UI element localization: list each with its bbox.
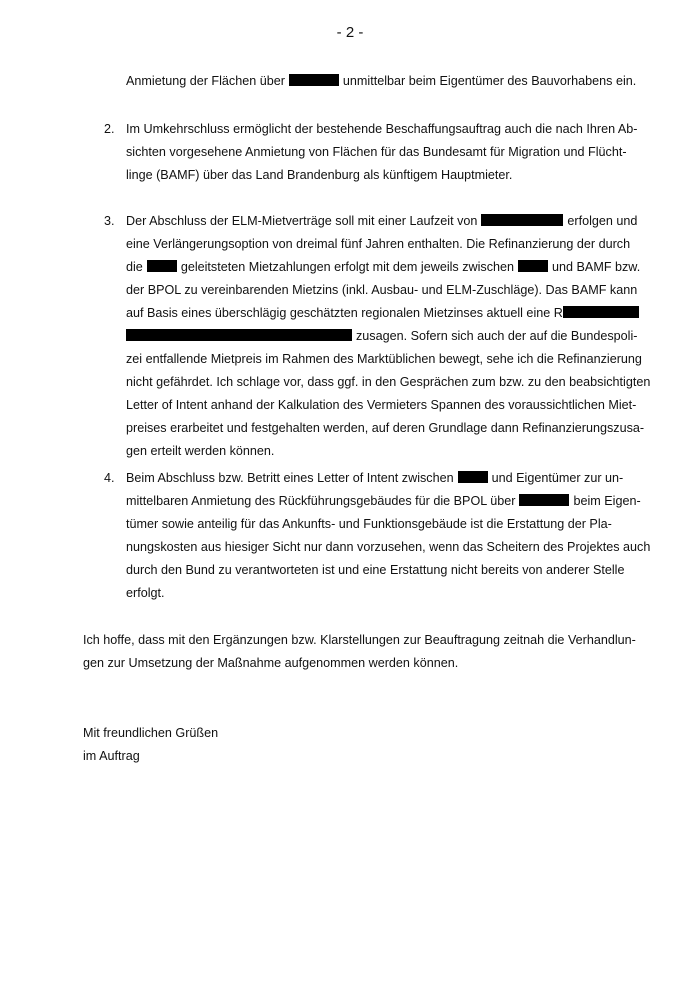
item-3-line: preises erarbeitet und festgehalten werden, auf deren Grundlage dann Refinanzierungszusa- (126, 421, 645, 435)
continuation-line (126, 73, 636, 89)
text: zusagen. Sofern sich auch der auf die Bundespoli- (356, 329, 638, 343)
redaction-bar (289, 74, 339, 86)
text: beim Eigen- (573, 494, 641, 508)
greeting: Mit freundlichen Grüßen (83, 726, 219, 740)
item-4-line: tümer sowie anteilig für das Ankunfts- und Funktionsgebäude ist die Erstattung der Pla- (126, 517, 612, 531)
text: Beim Abschluss bzw. Betritt eines Letter of Intent zwischen (126, 471, 454, 485)
closing-line: Ich hoffe, dass mit den Ergänzungen bzw. Klarstellungen zur Beauftragung zeitnah die Verhandlun- (83, 633, 636, 647)
item-2-number: 2. (104, 122, 115, 136)
item-4-number: 4. (104, 471, 115, 485)
text: Anmietung der Flächen über (126, 74, 285, 88)
redaction-bar (563, 306, 639, 318)
item-4-line: durch den Bund zu verantworteten ist und eine Erstattung nicht bereits von anderer Stelle (126, 563, 625, 577)
text: und BAMF bzw. (552, 260, 641, 274)
redaction-bar (481, 214, 563, 226)
item-2-line: Im Umkehrschluss ermöglicht der bestehende Beschaffungsauftrag auch die nach Ihren Ab- (126, 122, 638, 136)
text: die (126, 260, 143, 274)
item-3-line: eine Verlängerungsoption von dreimal fünf Jahren enthalten. Die Refinanzierung der durch (126, 237, 631, 251)
redaction-bar (458, 471, 488, 483)
item-3-line: zei entfallende Mietpreis im Rahmen des Marktüblichen bewegt, sehe ich die Refinanzierung (126, 352, 642, 366)
item-3-line: der BPOL zu vereinbarenden Mietzins (inkl. Ausbau- und ELM-Zuschläge). Das BAMF kann (126, 283, 638, 297)
redaction-bar (147, 260, 177, 272)
item-4-line (126, 493, 641, 509)
redaction-bar (519, 494, 569, 506)
item-2-line: sichten vorgesehene Anmietung von Flächen für das Bundesamt für Migration und Flücht- (126, 145, 627, 159)
text: mittelbaren Anmietung des Rückführungsgebäudes für die BPOL über (126, 494, 516, 508)
text: Der Abschluss der ELM-Mietverträge soll mit einer Laufzeit von (126, 214, 478, 228)
text: erfolgen und (567, 214, 638, 228)
text: und Eigentümer zur un- (491, 471, 624, 485)
item-3-line: gen erteilt werden können. (126, 444, 275, 458)
item-4-line (126, 470, 623, 486)
item-3-line (126, 305, 643, 321)
text: unmittelbar beim Eigentümer des Bauvorhabens ein. (342, 74, 637, 88)
item-3-line (126, 259, 640, 275)
item-3-line: nicht gefährdet. Ich schlage vor, dass ggf. in den Gesprächen zum bzw. zu den beabsichtigten (126, 375, 651, 389)
item-4-line: nungskosten aus hiesiger Sicht nur dann vorzusehen, wenn das Scheitern des Projektes auch (126, 540, 651, 554)
redaction-bar (518, 260, 548, 272)
by-order: im Auftrag (83, 749, 140, 763)
redaction-bar (126, 329, 352, 341)
item-3-line (126, 328, 637, 344)
text: auf Basis eines überschlägig geschätzten regionalen Mietzinses aktuell eine R (126, 306, 563, 320)
item-3-number: 3. (104, 214, 115, 228)
item-4-line: erfolgt. (126, 586, 165, 600)
item-3-line (126, 213, 637, 229)
closing-line: gen zur Umsetzung der Maßnahme aufgenommen werden können. (83, 656, 459, 670)
item-3-line: Letter of Intent anhand der Kalkulation des Vermieters Spannen des voraussichtlichen Miet- (126, 398, 637, 412)
page-number: - 2 - (336, 24, 364, 41)
text: geleitsteten Mietzahlungen erfolgt mit dem jeweils zwischen (180, 260, 515, 274)
item-2-line: linge (BAMF) über das Land Brandenburg als künftigem Hauptmieter. (126, 168, 513, 182)
